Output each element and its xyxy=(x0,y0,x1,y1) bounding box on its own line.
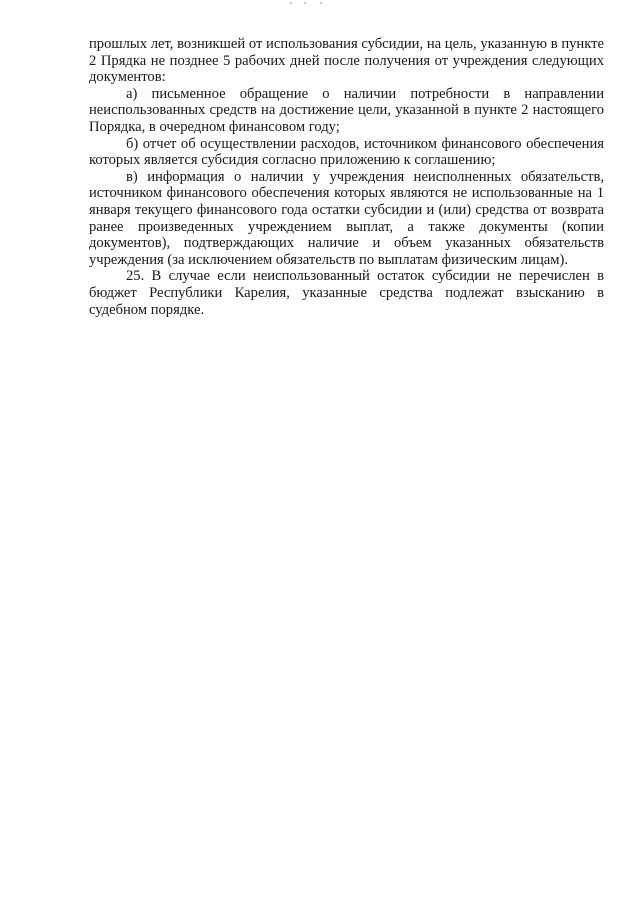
paragraph-continuation: прошлых лет, возникшей от использования субсидии, на цель, указанную в пункте 2 Прядка не позднее 5 рабочих дней после получения от учреждения следующих документов: xyxy=(89,36,604,86)
paragraph-clause-25: 25. В случае если неиспользованный остаток субсидии не перечислен в бюджет Республики Карелия, указанные средства подлежат взысканию в судебном порядке. xyxy=(89,268,604,318)
document-body xyxy=(89,36,604,318)
paragraph-item-a: а) письменное обращение о наличии потребности в направлении неиспользованных средств на достижение цели, указанной в пункте 2 настоящего Порядка, в очередном финансовом году; xyxy=(89,85,604,135)
paragraph-item-v: в) информация о наличии у учреждения неисполненных обязательств, источником финансового обеспечения которых являются не использованные на 1 января текущего финансового года остатки субсидии и (или) средства от возврата ранее произведенных учреждением выплат, а также документы (копии документов), подтверждающих наличие и объем указанных обязательств учреждения (за исключением обязательств по выплатам физическим лицам). xyxy=(89,168,604,268)
paragraph-item-b: б) отчет об осуществлении расходов, источником финансового обеспечения которых является субсидия согласно приложению к соглашению; xyxy=(89,135,604,169)
scan-artifact xyxy=(290,2,330,8)
